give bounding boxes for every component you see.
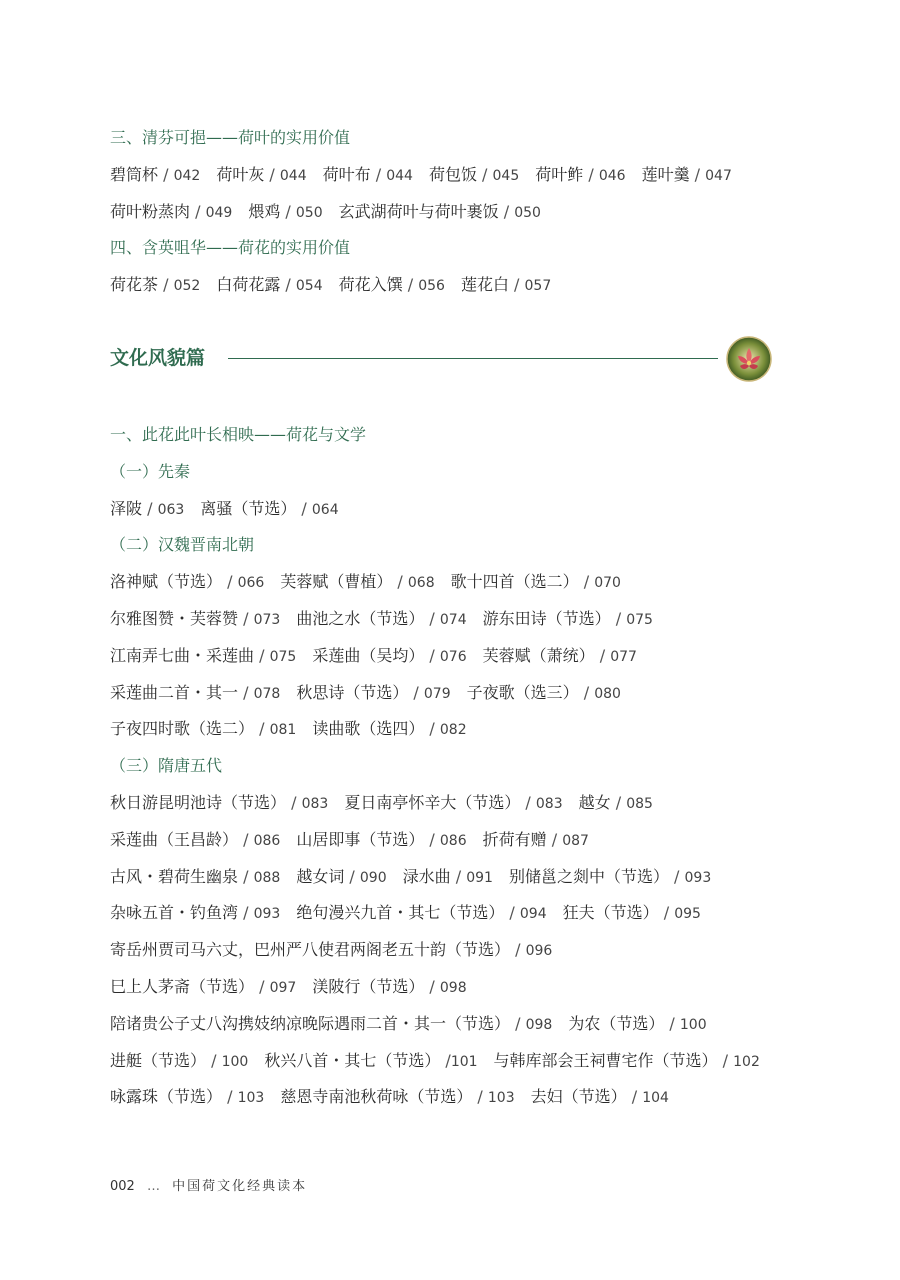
toc-entry[interactable]: 山居即事（节选） / 086 [296, 829, 467, 849]
toc-heading: 四、含英咀华——荷花的实用价值 [110, 238, 351, 258]
toc-entry-page: 075 [269, 648, 297, 665]
toc-entry[interactable]: 荷叶灰 / 044 [216, 164, 307, 184]
toc-entry-page: 079 [423, 685, 451, 702]
toc-entry-page: 088 [253, 869, 281, 886]
toc-entry-title: 荷叶粉蒸肉 [110, 201, 191, 221]
toc-entry-page: 044 [386, 167, 413, 184]
toc-entry-title: 越女词 [296, 866, 345, 886]
toc-entry-page: 085 [626, 796, 653, 812]
toc-entry-line [110, 718, 467, 741]
toc-heading: （一）先秦 [110, 461, 191, 481]
toc-entry-page: 100 [221, 1053, 249, 1070]
toc-entry-title: 慈恩寺南池秋荷咏（节选） [280, 1087, 473, 1107]
toc-entry-title: 陪诸贵公子丈八沟携妓纳凉晚际遇雨二首・其一（节选） [110, 1013, 511, 1033]
toc-entry-page: 056 [418, 278, 445, 295]
toc-entry-line [110, 1013, 707, 1036]
toc-entry[interactable]: 尔雅图赞・芙蓉赞 / 073 [110, 609, 281, 628]
toc-entry[interactable]: 碧筒杯 / 042 [110, 164, 201, 184]
toc-heading: （二）汉魏晋南北朝 [110, 535, 255, 555]
toc-entry-title: 古风・碧荷生幽泉 [110, 866, 239, 886]
toc-entry[interactable]: 渌水曲 / 091 [402, 866, 493, 886]
toc-entry[interactable]: 咏露珠（节选） / 103 [110, 1087, 265, 1107]
toc-entry-title: 为农（节选） [568, 1013, 665, 1033]
toc-entry-title: 煨鸡 [248, 201, 281, 221]
toc-entry-page: 075 [626, 612, 653, 628]
toc-entry-title: 折荷有赠 [482, 829, 547, 849]
toc-entry-title: 荷花茶 [110, 275, 159, 295]
toc-entry-title: 夏日南亭怀辛大（节选） [344, 793, 521, 812]
toc-entry[interactable]: 读曲歌（选四） / 082 [312, 719, 467, 739]
toc-entry-line [110, 645, 637, 668]
toc-entry[interactable]: 游东田诗（节选） / 075 [482, 609, 653, 628]
toc-entry-title: 荷叶鲊 [535, 164, 584, 184]
toc-entry-page: 074 [439, 612, 467, 628]
toc-entry[interactable]: 绝句漫兴九首・其七（节选） / 094 [296, 903, 547, 923]
toc-entry[interactable]: 煨鸡 / 050 [248, 201, 323, 221]
toc-entry-page: 078 [253, 685, 281, 702]
toc-entry[interactable]: 荷花茶 / 052 [110, 275, 201, 295]
toc-entry-page: 045 [492, 167, 520, 184]
toc-entry-title: 越女 [578, 793, 611, 812]
toc-entry-line [110, 201, 541, 224]
toc-entry[interactable]: 去妇（节选） / 104 [530, 1087, 669, 1107]
toc-entry-page: 087 [562, 832, 589, 849]
toc-entry-line [110, 274, 551, 297]
toc-entry[interactable]: 莲花白 / 057 [460, 275, 552, 295]
toc-entry-title: 子夜歌（选三） [466, 682, 579, 702]
toc-entry-title: 咏露珠（节选） [110, 1087, 223, 1107]
toc-entry-title: 江南弄七曲・采莲曲 [110, 645, 255, 665]
toc-entry[interactable]: 杂咏五首・钓鱼湾 / 093 [110, 903, 281, 923]
toc-heading: 三、清芬可挹——荷叶的实用价值 [110, 128, 351, 147]
toc-entry[interactable]: 离骚（节选） / 064 [200, 498, 339, 518]
toc-entry[interactable]: 荷花入馔 / 056 [338, 275, 445, 295]
section-title: 文化风貌篇 [110, 347, 206, 369]
toc-entry[interactable]: 古风・碧荷生幽泉 / 088 [110, 866, 281, 886]
toc-entry-title: 莲叶羹 [641, 164, 690, 184]
toc-entry[interactable]: 洛神赋（节选） / 066 [110, 572, 265, 592]
toc-entry-page: 054 [295, 278, 323, 295]
toc-entry-line [110, 608, 653, 631]
toc-entry-page: 076 [439, 648, 467, 665]
toc-entry-title: 碧筒杯 [110, 164, 159, 184]
toc-entry-title: 杂咏五首・钓鱼湾 [110, 903, 239, 923]
toc-entry-line [110, 164, 732, 187]
toc-entry[interactable]: 荷叶粉蒸肉 / 049 [110, 201, 233, 221]
toc-entry-page: 104 [642, 1090, 669, 1107]
toc-entry[interactable]: 越女 / 085 [578, 793, 653, 812]
toc-entry-page: 066 [237, 575, 265, 592]
footer-book-title: 中国荷文化经典读本 [172, 1179, 308, 1194]
toc-entry-page: 102 [733, 1053, 760, 1070]
toc-heading: 一、此花此叶长相映——荷花与文学 [110, 425, 367, 444]
toc-entry-page: 050 [295, 204, 323, 221]
toc-entry-page: 097 [269, 980, 297, 996]
toc-entry[interactable]: 秋兴八首・其七（节选） /101 [264, 1050, 478, 1070]
toc-entry-title: 采莲曲（王昌龄） [110, 829, 239, 849]
toc-entry-title: 玄武湖荷叶与荷叶裹饭 [338, 201, 499, 221]
toc-entry[interactable]: 进艇（节选） / 100 [110, 1050, 249, 1070]
toc-entry-page: 086 [439, 832, 467, 849]
toc-entry-page: 042 [173, 167, 201, 184]
toc-entry-title: 离骚（节选） [200, 498, 297, 518]
toc-entry-page: 083 [535, 796, 563, 812]
toc-entry-title: 渌水曲 [402, 866, 451, 886]
toc-entry-page: 090 [359, 869, 387, 886]
toc-entry-title: 游东田诗（节选） [482, 609, 611, 628]
toc-entry-line [110, 682, 621, 705]
toc-entry[interactable]: 陪诸贵公子丈八沟携妓纳凉晚际遇雨二首・其一（节选） / 098 [110, 1013, 553, 1033]
toc-entry[interactable]: 渼陂行（节选） / 098 [312, 977, 467, 996]
toc-entry-title: 寄岳州贾司马六丈，巴州严八使君两阁老五十韵（节选） [110, 940, 511, 960]
toc-entry[interactable]: 采莲曲（王昌龄） / 086 [110, 829, 281, 849]
toc-entry-page: 068 [407, 575, 435, 592]
toc-entry-title: 山居即事（节选） [296, 829, 425, 849]
toc-entry-page: 081 [269, 722, 297, 739]
toc-entry-page: 098 [525, 1016, 553, 1033]
toc-entry-page: 103 [487, 1090, 515, 1107]
toc-entry[interactable]: 歌十四首（选二） / 070 [450, 572, 621, 592]
toc-entry[interactable]: 寄岳州贾司马六丈，巴州严八使君两阁老五十韵（节选） / 096 [110, 940, 553, 960]
toc-entry-page: 064 [311, 501, 339, 518]
toc-entry-line [110, 902, 701, 925]
toc-entry-page: 093 [684, 869, 712, 886]
lotus-flower-icon [726, 336, 772, 382]
toc-entry-title: 采莲曲二首・其一 [110, 682, 239, 702]
toc-entry-title: 尔雅图赞・芙蓉赞 [110, 609, 239, 628]
section-divider [228, 358, 718, 359]
toc-entry-line [110, 498, 339, 521]
toc-entry[interactable]: 折荷有赠 / 087 [482, 829, 589, 849]
toc-entry-line [110, 1086, 669, 1109]
toc-entry-title: 别储邕之剡中（节选） [508, 866, 669, 886]
toc-entry[interactable]: 采莲曲（吴均） / 076 [312, 645, 467, 665]
toc-entry-page: 083 [301, 796, 329, 812]
toc-entry-title: 秋日游昆明池诗（节选） [110, 793, 287, 812]
toc-entry-line [110, 571, 621, 594]
toc-entry[interactable]: 狂夫（节选） / 095 [562, 903, 701, 923]
toc-entry-line [110, 976, 467, 999]
toc-entry-title: 进艇（节选） [110, 1050, 207, 1070]
toc-entry-page: 094 [519, 906, 547, 923]
toc-entry-page: 046 [598, 167, 626, 184]
toc-entry-title: 芙蓉赋（萧统） [482, 645, 595, 665]
footer-dots: … [146, 1179, 160, 1194]
toc-entry-page: 101 [450, 1053, 478, 1070]
footer-page-number: 002 [110, 1179, 135, 1194]
toc-entry-title: 读曲歌（选四） [312, 719, 425, 739]
toc-entry[interactable]: 采莲曲二首・其一 / 078 [110, 682, 281, 702]
toc-entry-title: 采莲曲（吴均） [312, 645, 425, 665]
toc-entry[interactable]: 别储邕之剡中（节选） / 093 [508, 866, 712, 886]
toc-entry-page: 077 [610, 648, 637, 665]
toc-entry-page: 049 [205, 204, 233, 221]
toc-entry[interactable]: 荷叶布 / 044 [322, 164, 413, 184]
toc-entry-page: 063 [157, 501, 185, 518]
toc-entry[interactable]: 巳上人茅斋（节选） / 097 [110, 977, 297, 996]
toc-entry-line [110, 866, 711, 889]
toc-entry[interactable]: 越女词 / 090 [296, 866, 387, 886]
toc-entry-title: 秋思诗（节选） [296, 682, 409, 702]
toc-entry[interactable]: 秋日游昆明池诗（节选） / 083 [110, 793, 329, 812]
toc-entry[interactable]: 子夜四时歌（选二） / 081 [110, 719, 297, 739]
toc-entry-title: 歌十四首（选二） [450, 572, 579, 592]
toc-entry-line [110, 829, 589, 852]
toc-entry-title: 荷包饭 [428, 164, 477, 184]
toc-entry[interactable]: 秋思诗（节选） / 079 [296, 682, 451, 702]
toc-entry-page: 103 [237, 1090, 265, 1107]
toc-entry-page: 050 [514, 204, 541, 221]
toc-entry-title: 泽陂 [110, 498, 143, 518]
toc-entry-page: 052 [173, 278, 201, 295]
toc-entry[interactable]: 夏日南亭怀辛大（节选） / 083 [344, 793, 563, 812]
toc-entry[interactable]: 子夜歌（选三） / 080 [466, 682, 621, 702]
toc-entry-line [110, 1050, 760, 1073]
toc-entry-line [110, 939, 552, 962]
toc-entry-page: 057 [524, 278, 552, 295]
page-footer [110, 1178, 307, 1196]
toc-entry-page: 100 [679, 1016, 707, 1033]
toc-entry-title: 白荷花露 [216, 275, 281, 295]
toc-entry[interactable]: 荷包饭 / 045 [428, 164, 520, 184]
toc-entry-page: 091 [466, 869, 493, 886]
toc-entry[interactable]: 莲叶羹 / 047 [641, 164, 732, 184]
toc-entry-page: 044 [279, 167, 307, 184]
toc-entry-title: 芙蓉赋（曹植） [280, 572, 393, 592]
toc-entry[interactable]: 与韩库部会王祠曹宅作（节选） / 102 [493, 1050, 760, 1070]
toc-entry-title: 子夜四时歌（选二） [110, 719, 255, 739]
toc-entry-title: 洛神赋（节选） [110, 572, 223, 592]
toc-entry-title: 荷叶灰 [216, 164, 265, 184]
toc-entry-title: 莲花白 [460, 275, 509, 295]
toc-entry[interactable]: 芙蓉赋（曹植） / 068 [280, 572, 435, 592]
toc-entry-page: 070 [594, 575, 621, 592]
toc-entry[interactable]: 曲池之水（节选） / 074 [296, 609, 467, 628]
toc-entry-title: 渼陂行（节选） [312, 977, 425, 996]
toc-entry-page: 080 [594, 685, 621, 702]
toc-entry-title: 与韩库部会王祠曹宅作（节选） [493, 1050, 718, 1070]
toc-entry-title: 绝句漫兴九首・其七（节选） [296, 903, 505, 923]
toc-entry[interactable]: 为农（节选） / 100 [568, 1013, 707, 1033]
toc-entry[interactable]: 江南弄七曲・采莲曲 / 075 [110, 645, 297, 665]
toc-entry[interactable]: 白荷花露 / 054 [216, 275, 323, 295]
toc-entry-page: 047 [705, 167, 732, 184]
toc-entry[interactable]: 慈恩寺南池秋荷咏（节选） / 103 [280, 1087, 515, 1107]
toc-entry-title: 荷叶布 [322, 164, 371, 184]
toc-entry[interactable]: 泽陂 / 063 [110, 498, 185, 518]
toc-entry-title: 去妇（节选） [530, 1087, 627, 1107]
toc-entry[interactable]: 芙蓉赋（萧统） / 077 [482, 645, 637, 665]
toc-entry-page: 086 [253, 832, 281, 849]
toc-entry-page: 095 [674, 906, 701, 923]
toc-entry-title: 秋兴八首・其七（节选） [264, 1050, 441, 1070]
toc-entry-page: 096 [525, 943, 553, 960]
toc-entry-title: 巳上人茅斋（节选） [110, 977, 255, 996]
toc-entry[interactable]: 荷叶鲊 / 046 [535, 164, 626, 184]
toc-entry-title: 曲池之水（节选） [296, 609, 425, 628]
toc-entry-title: 荷花入馔 [338, 275, 403, 295]
toc-entry-page: 093 [253, 906, 281, 923]
toc-heading: （三）隋唐五代 [110, 756, 223, 776]
toc-entry-line [110, 792, 653, 815]
toc-entry-page: 082 [439, 722, 467, 739]
toc-entry-title: 狂夫（节选） [562, 903, 659, 923]
toc-entry-page: 098 [439, 980, 467, 996]
toc-entry[interactable]: 玄武湖荷叶与荷叶裹饭 / 050 [338, 201, 541, 221]
toc-entry-page: 073 [253, 612, 281, 628]
